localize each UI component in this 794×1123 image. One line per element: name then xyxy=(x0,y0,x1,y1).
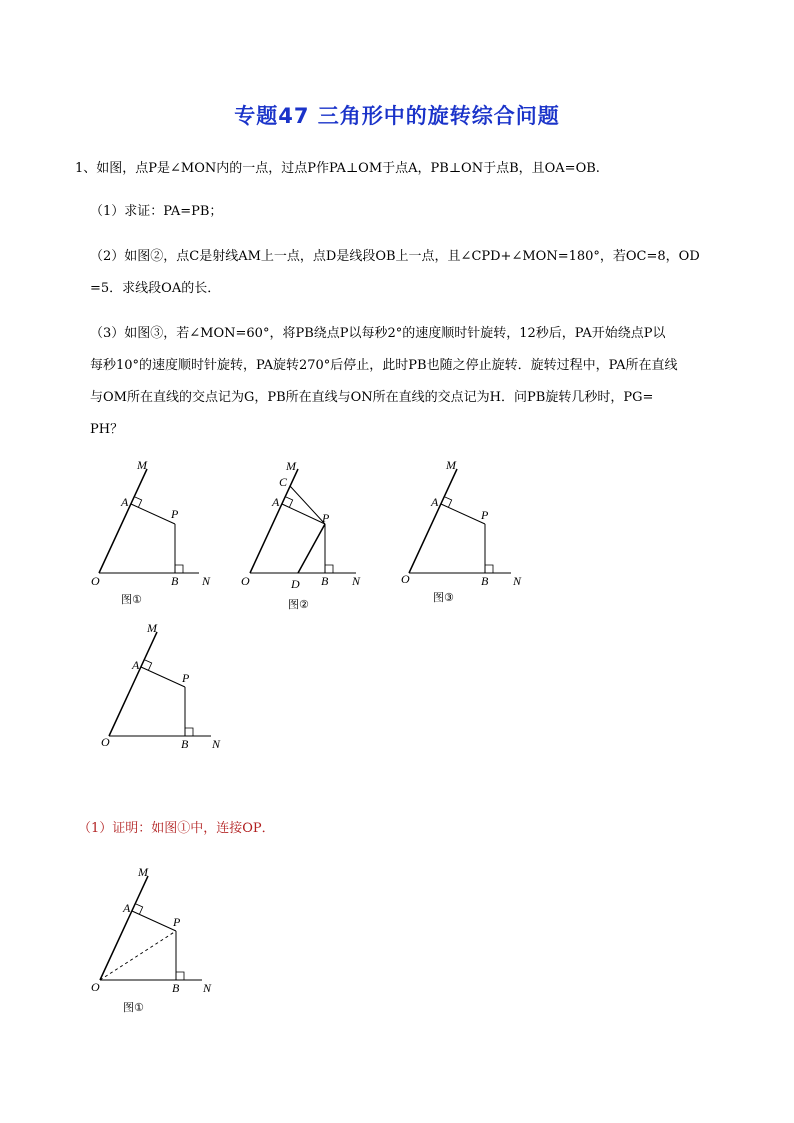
label-o: O xyxy=(241,574,250,588)
figure-3 xyxy=(395,455,535,615)
label-d: D xyxy=(291,577,300,591)
label-a: A xyxy=(121,495,129,509)
label-o: O xyxy=(101,735,110,749)
label-b: B xyxy=(181,737,189,751)
question-part2-line1: （2）如图②，点C是射线AM上一点，点D是线段OB上一点，且∠CPD+∠MON=180°，若OC=8，OD xyxy=(90,249,700,264)
ray-om xyxy=(99,469,147,573)
label-m: M xyxy=(137,458,147,472)
segment-pc xyxy=(290,486,325,524)
right-angle-b xyxy=(325,565,333,573)
label-m: M xyxy=(147,621,157,635)
segment-pa xyxy=(132,911,176,931)
caption-fig3: 图③ xyxy=(433,591,454,604)
label-o: O xyxy=(91,980,100,994)
right-angle-b xyxy=(175,565,183,573)
caption-fig1: 图① xyxy=(121,593,142,606)
segment-pa xyxy=(141,667,185,687)
label-m: M xyxy=(138,865,148,879)
label-p: P xyxy=(171,507,179,521)
right-angle-b xyxy=(176,972,184,980)
label-p: P xyxy=(481,508,489,522)
label-n: N xyxy=(202,574,211,588)
label-a: A xyxy=(272,495,280,509)
segment-pa xyxy=(282,504,325,524)
ray-om xyxy=(109,632,157,736)
label-p: P xyxy=(182,671,190,685)
question-part3-line3: 与OM所在直线的交点记为G，PB所在直线与ON所在直线的交点记为H．问PB旋转几秒时，PG= xyxy=(90,390,654,405)
question-part2-line2: =5．求线段OA的长． xyxy=(90,281,221,296)
label-b: B xyxy=(171,574,179,588)
label-c: C xyxy=(279,475,288,489)
segment-pa xyxy=(131,504,175,524)
answer-line1: （1）证明：如图①中，连接OP． xyxy=(78,821,275,836)
label-b: B xyxy=(172,981,180,995)
question-intro: 1、如图，点P是∠MON内的一点，过点P作PA⊥OM于点A，PB⊥ON于点B，且OA=OB. xyxy=(75,161,600,176)
label-n: N xyxy=(212,737,221,751)
label-n: N xyxy=(513,574,522,588)
ray-om xyxy=(100,876,148,980)
figure-5 xyxy=(86,862,226,1022)
label-n: N xyxy=(352,574,361,588)
figure-2 xyxy=(238,455,378,615)
figure-1 xyxy=(85,455,225,615)
label-a: A xyxy=(431,495,439,509)
right-angle-b xyxy=(485,565,493,573)
ray-om xyxy=(409,469,457,573)
caption-fig5: 图① xyxy=(123,1001,144,1014)
question-part1: （1）求证：PA=PB； xyxy=(90,204,223,219)
label-m: M xyxy=(446,458,456,472)
figure-4 xyxy=(95,618,235,758)
label-o: O xyxy=(401,572,410,586)
page-title: 专题47 三角形中的旋转综合问题 xyxy=(234,104,560,128)
caption-fig2: 图② xyxy=(288,598,309,611)
question-part3-line1: （3）如图③，若∠MON=60°，将PB绕点P以每秒2°的速度顺时针旋转，12秒后，PA开始绕点P以 xyxy=(90,326,666,341)
question-part3-line4: PH？ xyxy=(90,422,124,437)
segment-pd xyxy=(298,524,325,573)
label-a: A xyxy=(123,901,131,915)
segment-pa xyxy=(441,504,485,524)
label-m: M xyxy=(286,459,296,473)
label-p: P xyxy=(322,511,330,525)
label-n: N xyxy=(203,981,212,995)
label-a: A xyxy=(132,658,140,672)
label-b: B xyxy=(481,574,489,588)
label-b: B xyxy=(321,574,329,588)
right-angle-b xyxy=(185,728,193,736)
ray-om xyxy=(250,469,298,573)
question-part3-line2: 每秒10°的速度顺时针旋转，PA旋转270°后停止，此时PB也随之停止旋转．旋转过程中，PA所在直线 xyxy=(90,358,678,373)
label-o: O xyxy=(91,574,100,588)
label-p: P xyxy=(173,915,181,929)
